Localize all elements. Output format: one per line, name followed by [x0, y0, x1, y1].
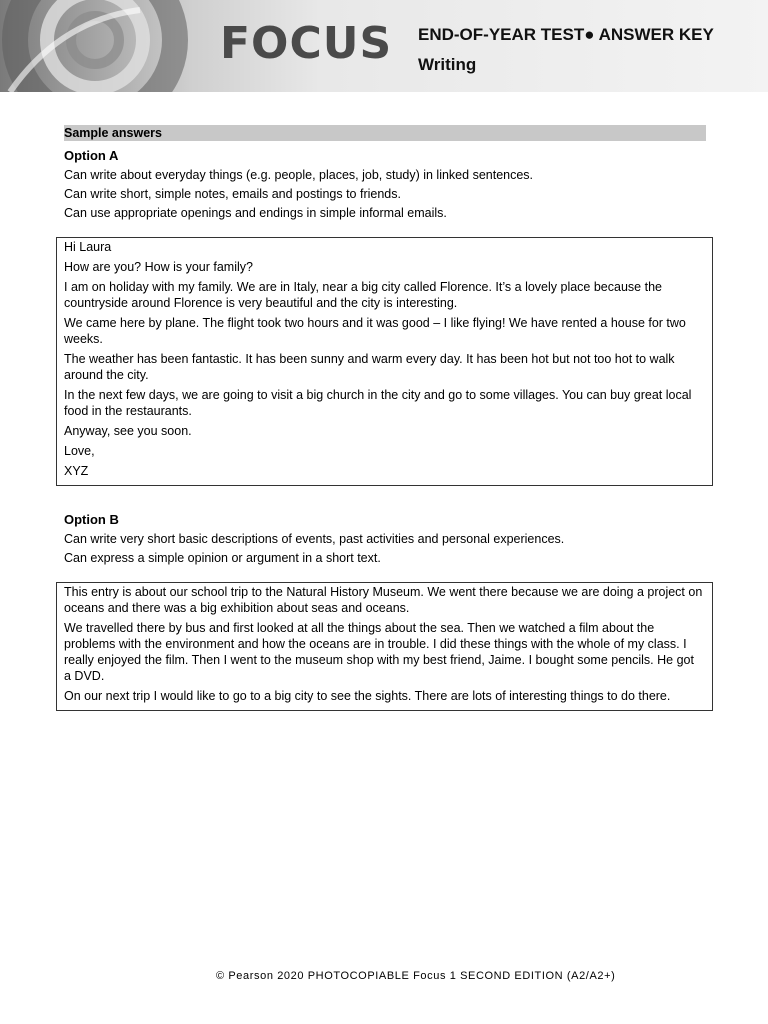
- focus-logo: FOCUS: [220, 18, 393, 69]
- sample-paragraph: The weather has been fantastic. It has been sunny and warm every day. It has been hot but not too hot to walk around the city.: [64, 352, 675, 382]
- option-a-heading: Option A: [64, 148, 119, 163]
- sample-paragraph: We travelled there by bus and first looked at all the things about the sea. Then we watched a film about the problems with the environment and how the oceans are in trouble. I did these things with the whole of my class. I really enjoyed the film. Then I went to the museum shop with my best friend, Jaime. I bought some pencils. He got a DVD.: [64, 621, 694, 683]
- sample-answer-a-box: [56, 237, 713, 486]
- sample-paragraph: This entry is about our school trip to the Natural History Museum. We went there because we are doing a project on oceans and there was a big exhibition about seas and oceans.: [64, 585, 703, 615]
- sample-paragraph: Anyway, see you soon.: [64, 424, 192, 438]
- criteria-line: Can write very short basic descriptions of events, past activities and personal experiences.: [64, 532, 565, 546]
- page-header: [0, 0, 768, 92]
- page-title: END-OF-YEAR TEST● ANSWER KEY: [418, 25, 714, 44]
- criteria-line: Can write short, simple notes, emails and postings to friends.: [64, 187, 401, 201]
- sample-paragraph: Love,: [64, 444, 95, 458]
- sample-paragraph: In the next few days, we are going to visit a big church in the city and go to some villages. You can buy great local food in the restaurants.: [64, 388, 692, 418]
- criteria-line: Can write about everyday things (e.g. people, places, job, study) in linked sentences.: [64, 168, 534, 182]
- sample-paragraph: On our next trip I would like to go to a big city to see the sights. There are lots of interesting things to do there.: [64, 689, 671, 703]
- sample-paragraph: Hi Laura: [64, 240, 112, 254]
- header-swirl-graphic: [0, 0, 240, 92]
- sample-paragraph: I am on holiday with my family. We are in Italy, near a big city called Florence. It’s a lovely place because the countryside around Florence is very beautiful and the city is interesting.: [64, 280, 662, 310]
- sample-paragraph: How are you? How is your family?: [64, 260, 253, 274]
- page-subtitle: Writing: [418, 55, 477, 74]
- main-content: [64, 125, 714, 711]
- sample-answer-b-box: [56, 582, 713, 711]
- option-b-heading: Option B: [64, 512, 119, 527]
- sample-paragraph: XYZ: [64, 464, 89, 478]
- section-banner: Sample answers: [64, 125, 706, 141]
- page-footer: © Pearson 2020 PHOTOCOPIABLE Focus 1 SECOND EDITION (A2/A2+): [216, 970, 616, 982]
- sample-paragraph: We came here by plane. The flight took two hours and it was good – I like flying! We have rented a house for two weeks.: [64, 316, 686, 346]
- criteria-line: Can use appropriate openings and endings in simple informal emails.: [64, 206, 447, 220]
- criteria-line: Can express a simple opinion or argument in a short text.: [64, 551, 381, 565]
